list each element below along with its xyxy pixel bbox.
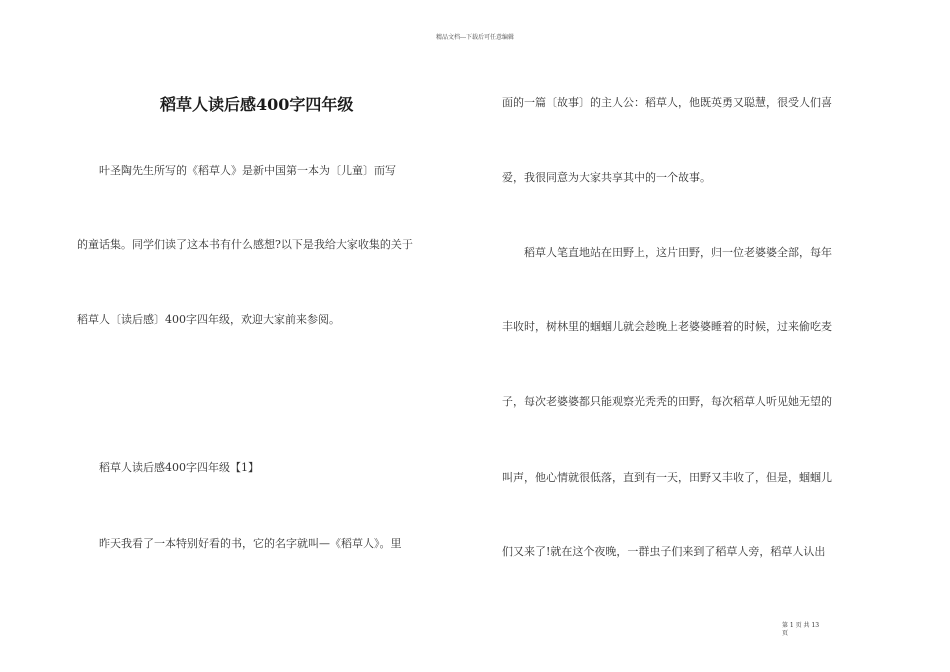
body-line-6: 子，每次老婆婆都只能观察光秃秃的田野，每次稻草人听见她无望的 <box>502 395 832 408</box>
document-title: 稻草人读后感400字四年级 <box>160 95 354 114</box>
body-line-8: 们又来了!就在这个夜晚，一群虫子们来到了稻草人旁，稻草人认出 <box>502 545 826 558</box>
page-number-line-2: 页 <box>782 630 789 637</box>
section-heading: 稻草人读后感400字四年级【1】 <box>77 461 259 474</box>
intro-line-1: 叶圣陶先生所写的《稻草人》是新中国第一本为〔儿童〕而写 <box>77 164 396 177</box>
body-line-5: 丰收时，树林里的蝈蝈儿就会趁晚上老婆婆睡着的时候，过来偷吃麦 <box>502 320 832 333</box>
page-header-note: 精品文档---下载后可任意编辑 <box>435 34 515 41</box>
body-line-2: 面的一篇〔故事〕的主人公：稻草人，他既英勇又聪慧，很受人们喜 <box>502 96 832 109</box>
body-line-1: 昨天我看了一本特别好看的书，它的名字就叫—《稻草人》。里 <box>77 537 402 550</box>
intro-line-2: 的童话集。同学们读了这本书有什么感想?以下是我给大家收集的关于 <box>77 238 413 251</box>
body-line-7: 叫声，他心情就很低落，直到有一天，田野又丰收了，但是，蝈蝈儿 <box>502 471 832 484</box>
body-line-3: 爱，我很同意为大家共享其中的一个故事。 <box>502 171 711 184</box>
intro-line-3: 稻草人〔读后感〕400字四年级，欢迎大家前来参阅。 <box>77 313 340 326</box>
page-number-line-1: 第 1 页 共 13 <box>782 622 820 629</box>
body-line-4: 稻草人笔直地站在田野上，这片田野，归一位老婆婆全部，每年 <box>502 246 832 259</box>
page-number <box>782 622 842 638</box>
